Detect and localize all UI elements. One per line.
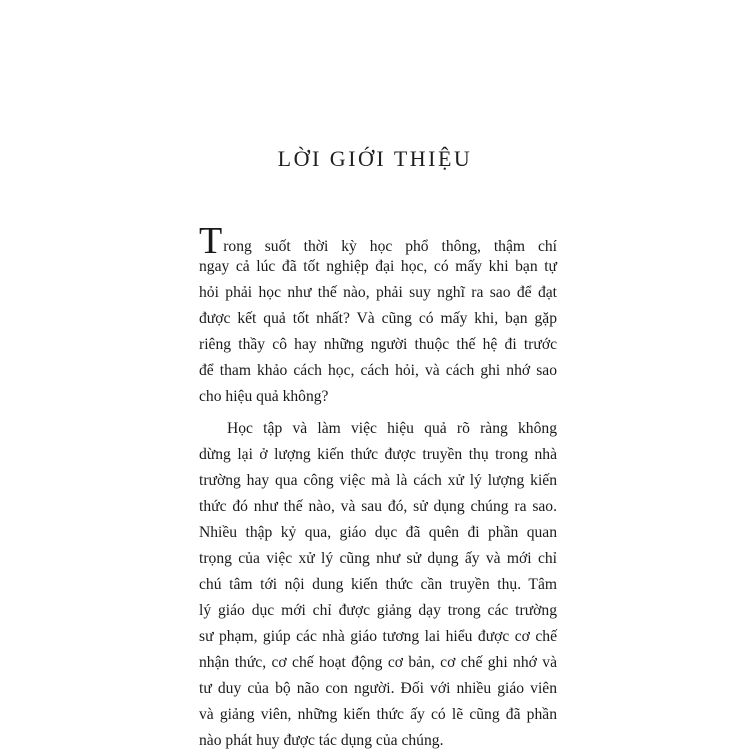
- paragraph-1-first-line-text: rong suốt thời kỳ học phổ thông, thậm chí: [223, 238, 557, 255]
- paragraph-1-line: để tham khảo cách học, cách hỏi, và cách ghi nhớ sao: [199, 362, 557, 379]
- body-text: [199, 222, 557, 750]
- chapter-title: LỜI GIỚI THIỆU: [277, 146, 473, 171]
- paragraph-1-line: được kết quả tốt nhất? Và cũng có mấy khi, bạn gặp: [199, 310, 557, 327]
- paragraph-2-line: và giảng viên, những kiến thức ấy có lẽ cũng đã phần: [199, 706, 557, 723]
- paragraph-1-line: hỏi phải học như thế nào, phải suy nghĩ ra sao để đạt: [199, 284, 557, 301]
- paragraph-1-first-line: [199, 220, 557, 262]
- paragraph-1-line: ngay cả lúc đã tốt nghiệp đại học, có mấy khi bạn tự: [199, 258, 557, 275]
- paragraph-2-line: sư phạm, giúp các nhà giáo tương lai hiểu được cơ chế: [199, 628, 557, 645]
- drop-cap: T: [199, 220, 223, 262]
- paragraph-2-line: chú tâm tới nội dung kiến thức cần truyền thụ. Tâm: [199, 576, 557, 593]
- paragraph-2-line: thức đó như thế nào, và sau đó, sử dụng chúng ra sao.: [199, 498, 557, 515]
- paragraph-2-line: tư duy của bộ não con người. Đối với nhiều giáo viên: [199, 680, 557, 697]
- paragraph-2-line: Học tập và làm việc hiệu quả rõ ràng không: [227, 420, 557, 437]
- paragraph-2-line: trọng của việc xử lý cũng như sử dụng ấy và mới chỉ: [199, 550, 557, 567]
- paragraph-2-line: nào phát huy được tác dụng của chúng.: [199, 732, 444, 749]
- paragraph-1-line: riêng thầy cô hay những người thuộc thế hệ đi trước: [199, 336, 557, 353]
- paragraph-1-line: cho hiệu quả không?: [199, 388, 329, 405]
- paragraph-2-line: trường hay qua công việc mà là cách xử lý lượng kiến: [199, 472, 557, 489]
- paragraph-2-line: nhận thức, cơ chế hoạt động cơ bản, cơ chế ghi nhớ và: [199, 654, 557, 671]
- paragraph-2-line: dừng lại ở lượng kiến thức được truyền thụ trong nhà: [199, 446, 557, 463]
- paragraph-2-line: Nhiều thập kỷ qua, giáo dục đã quên đi phần quan: [199, 524, 557, 541]
- paragraph-2-line: lý giáo dục mới chỉ được giảng dạy trong các trường: [199, 602, 557, 619]
